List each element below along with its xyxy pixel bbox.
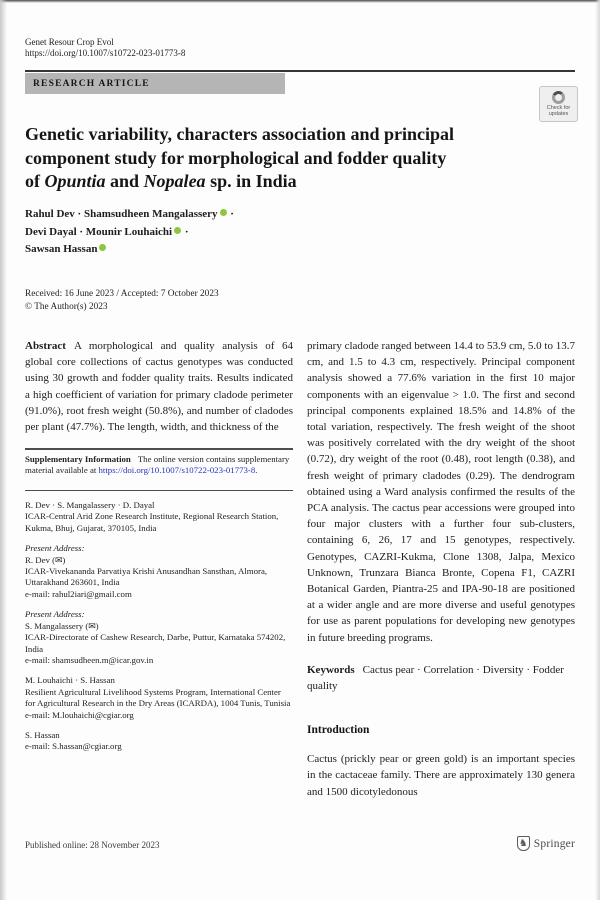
left-column [25,338,293,800]
affiliation-address: Resilient Agricultural Livelihood Systems Program, International Center for Agricultural Research in the Dry Areas (ICARDA), 1004 Tunis, Tunisia [25,686,291,709]
springer-logo [517,836,575,851]
orcid-icon [220,209,227,216]
title-line-3: of Opuntia and Nopalea sp. in India [25,171,297,191]
present-address-label: Present Address: [25,609,85,620]
header-rule [25,70,575,72]
article-history [25,288,219,313]
received-accepted: Received: 16 June 2023 / Accepted: 7 October 2023 [25,289,219,299]
supplementary-doi-link[interactable]: https://doi.org/10.1007/s10722-023-01773-8. [98,465,258,476]
affiliation-address: ICAR-Central Arid Zone Research Institute, Regional Research Station, Kukma, Bhuj, Gujarat, 370105, India [25,511,279,533]
introduction-paragraph: Cactus (prickly pear or green gold) is an important species in the cactaceae family. There are approximately 130 genera and 1500 dicotyledonous [307,753,575,798]
affiliation-block [25,730,293,753]
check-for-updates-badge[interactable] [539,86,578,122]
affiliation-address: ICAR-Directorate of Cashew Research, Darbe, Puttur, Karnataka 574202, India [25,632,286,654]
corresponding-author: R. Dev (✉) [25,554,66,565]
author-email: e-mail: S.hassan@cgiar.org [25,741,122,752]
author-email: e-mail: rahul2iari@gmail.com [25,588,132,599]
article-type-bar [25,73,285,94]
present-address-block [25,543,293,600]
scan-edge-left [0,0,7,900]
affiliation-authors: R. Dev · S. Mangalassery · D. Dayal [25,500,155,511]
supplementary-label: Supplementary Information [25,453,131,464]
supplementary-information: Supplementary Information The online version contains supplementary material available at https://doi.org/10.1007/s10722-023-01773-8. [25,453,290,476]
affiliation-authors: M. Louhaichi · S. Hassan [25,675,115,686]
article-type-label: RESEARCH ARTICLE [33,78,150,89]
title-line-2: component study for morphological and fodder quality [25,147,447,168]
title-line-1: Genetic variability, characters association and principal [25,124,454,144]
author-email: e-mail: shamsudheen.m@icar.gov.in [25,654,154,665]
present-address-label: Present Address: [25,543,85,554]
abstract-paragraph-left: Abstract A morphological and quality analysis of 64 global core collections of cactus genotypes was conducted using 30 growth and fodder quality traits. Results indicated a high coefficient of variation for primary cladode perimeter (91.0%), root fresh weight (50.8%), and number of cladodes per plant (47.7%). The length, width, and thickness of the [25,340,293,434]
springer-wordmark: Springer [533,837,575,850]
affiliation-address: ICAR-Vivekananda Parvatiya Krishi Anusandhan Sansthan, Almora, Uttarakhand 263601, India [25,566,268,588]
affiliation-authors: S. Hassan [25,729,60,740]
doi-text: https://doi.org/10.1007/s10722-023-01773-8 [25,48,186,58]
springer-knight-icon: ♞ [517,836,530,851]
orcid-icon [174,227,181,234]
corresponding-author: S. Mangalassery (✉) [25,620,99,631]
author-line: Rahul Dev · Shamsudheen Mangalassery · [25,208,234,220]
affiliation-block [25,675,293,721]
author-line: Sawsan Hassan [25,241,234,259]
abstract-paragraph-right: primary cladode ranged between 14.4 to 53.9 cm, 5.0 to 13.7 cm, and 1.5 to 4.3 cm, respectively. Principal component analysis showed a 77.6% variation in the first 10 major components with an eigenvalue > 1.0. The first and second principal components explained 18.5% and 14.8% of the total variation, respectively. The fresh weight of the shoot was positively correlated with the dry weight of the shoot (0.72), dry weight of the root (0.48), root length (0.38), and fresh weight of primary cladodes (0.29). The dendrogram obtained using a Ward analysis confirmed the results of the PCA analysis. The cactus pear accessions were grouped into four major clusters with a further four sub-clusters, containing 6, 26, 17 and 15 genotypes, respectively. Genotypes, CAZRI-Kukma, Clone 1308, Jalpa, Mexico Unknown, Trunzara Bianca Bronte, Copena F1, CAZRI Botanical Garden, Piantra-25 and IPA-90-18 are positioned at a wider angle and are more diverse and useful genotypes for use as parent populations for developing new genotypes in future breeding programs. [307,340,575,644]
footnote-rule [25,448,293,450]
journal-header [25,37,185,59]
check-updates-label: Check for updates [546,105,571,117]
affiliation-block [25,500,293,534]
journal-name: Genet Resour Crop Evol [25,37,114,47]
page-title [25,123,530,194]
affiliation-rule [25,490,293,492]
author-list [25,206,234,259]
scan-edge-right [595,0,600,900]
author-email: e-mail: M.louhaichi@cgiar.org [25,709,134,720]
right-column [307,338,575,800]
scan-edge-top [0,0,600,3]
author-line: Devi Dayal · Mounir Louhaichi · [25,225,189,238]
abstract-label: Abstract [25,340,66,352]
introduction-heading: Introduction [307,724,370,737]
published-online: Published online: 28 November 2023 [25,840,160,850]
update-circle-icon [552,91,565,104]
copyright-line: © The Author(s) 2023 [25,301,108,312]
two-column-body [25,338,575,800]
keywords-line: Keywords Cactus pear · Correlation · Diversity · Fodder quality [307,663,564,693]
keywords-label: Keywords [307,663,355,676]
orcid-icon [99,244,106,251]
present-address-block [25,609,293,666]
